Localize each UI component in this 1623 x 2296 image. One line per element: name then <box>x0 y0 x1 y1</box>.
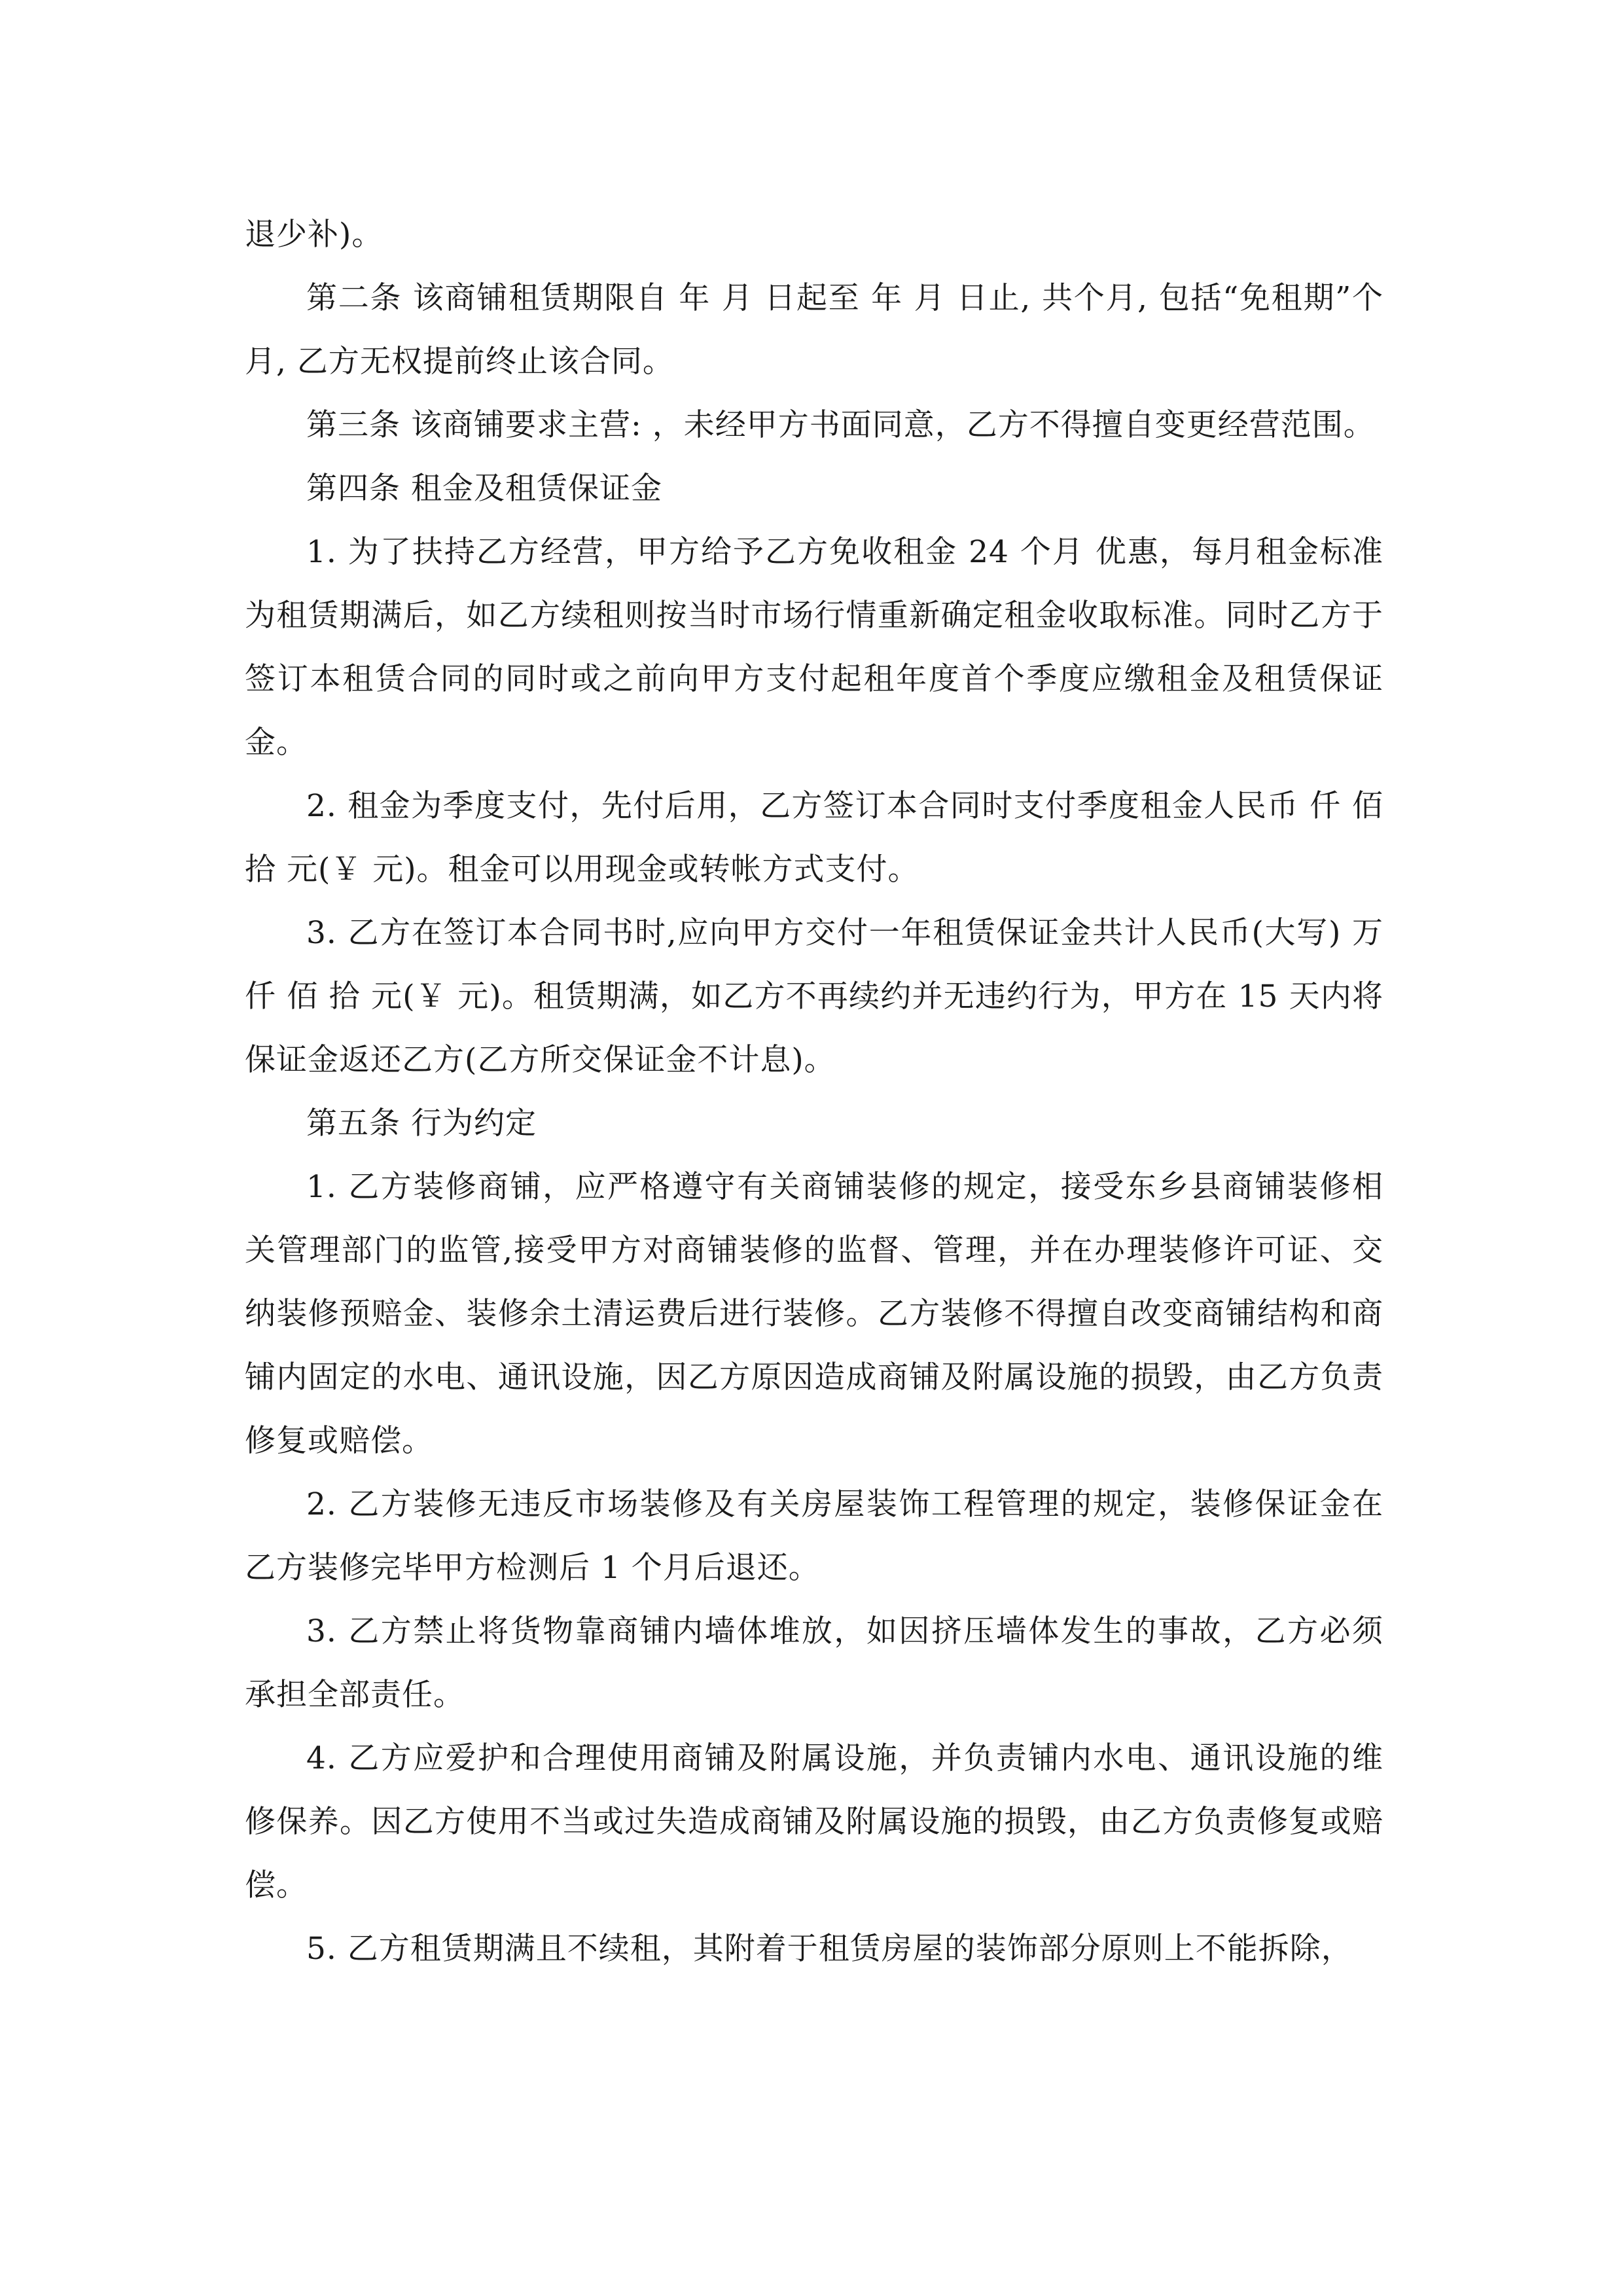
document-body <box>245 203 1383 1981</box>
heading-article-5: 第五条 行为约定 <box>306 1105 537 1141</box>
paragraph-article-5-item-4: 4. 乙方应爱护和合理使用商铺及附属设施，并负责铺内水电、通讯设施的维修保养。因乙方使用不当或过失造成商铺及附属设施的损毁，由乙方负责修复或赔偿。 <box>245 1740 1383 1903</box>
paragraph-article-5-item-5: 5. 乙方租赁期满且不续租，其附着于租赁房屋的装饰部分原则上不能拆除， <box>306 1931 1353 1967</box>
paragraph-article-5-item-1: 1. 乙方装修商铺，应严格遵守有关商铺装修的规定，接受东乡县商铺装修相关管理部门的监管,接受甲方对商铺装修的监督、管理，并在办理装修许可证、交纳装修预赔金、装修余土清运费后进行装修。乙方装修不得擅自改变商铺结构和商铺内固定的水电、通讯设施，因乙方原因造成商铺及附属设施的损毁，由乙方负责修复或赔偿。 <box>245 1169 1383 1459</box>
paragraph-article-5-item-2: 2. 乙方装修无违反市场装修及有关房屋装饰工程管理的规定，装修保证金在乙方装修完毕甲方检测后 1 个月后退还。 <box>245 1486 1383 1586</box>
paragraph-article-4-item-2: 2. 租金为季度支付，先付后用，乙方签订本合同时支付季度租金人民币 仟 佰 拾 元(￥ 元)。租金可以用现金或转帐方式支付。 <box>245 788 1383 888</box>
paragraph-article-4-item-1: 1. 为了扶持乙方经营，甲方给予乙方免收租金 24 个月 优惠，每月租金标准为租赁期满后，如乙方续租则按当时市场行情重新确定租金收取标准。同时乙方于签订本租赁合同的同时或之前向甲方支付起租年度首个季度应缴租金及租赁保证金。 <box>245 534 1384 761</box>
heading-article-4: 第四条 租金及租赁保证金 <box>306 471 662 507</box>
paragraph-article-2: 第二条 该商铺租赁期限自 年 月 日起至 年 月 日止, 共个月, 包括“免租期”个月, 乙方无权提前终止该合同。 <box>245 280 1383 380</box>
paragraph-article-4-item-3: 3. 乙方在签订本合同书时,应向甲方交付一年租赁保证金共计人民币(大写) 万 仟 佰 拾 元(￥ 元)。租赁期满，如乙方不再续约并无违约行为，甲方在 15 天内将保证金返还乙方(乙方所交保证金不计息)。 <box>245 915 1383 1078</box>
paragraph-article-5-item-3: 3. 乙方禁止将货物靠商铺内墙体堆放，如因挤压墙体发生的事故，乙方必须承担全部责任。 <box>245 1613 1383 1713</box>
paragraph-article-3: 第三条 该商铺要求主营: ，未经甲方书面同意，乙方不得擅自变更经营范围。 <box>306 407 1375 443</box>
paragraph-continuation: 退少补)。 <box>245 217 383 253</box>
